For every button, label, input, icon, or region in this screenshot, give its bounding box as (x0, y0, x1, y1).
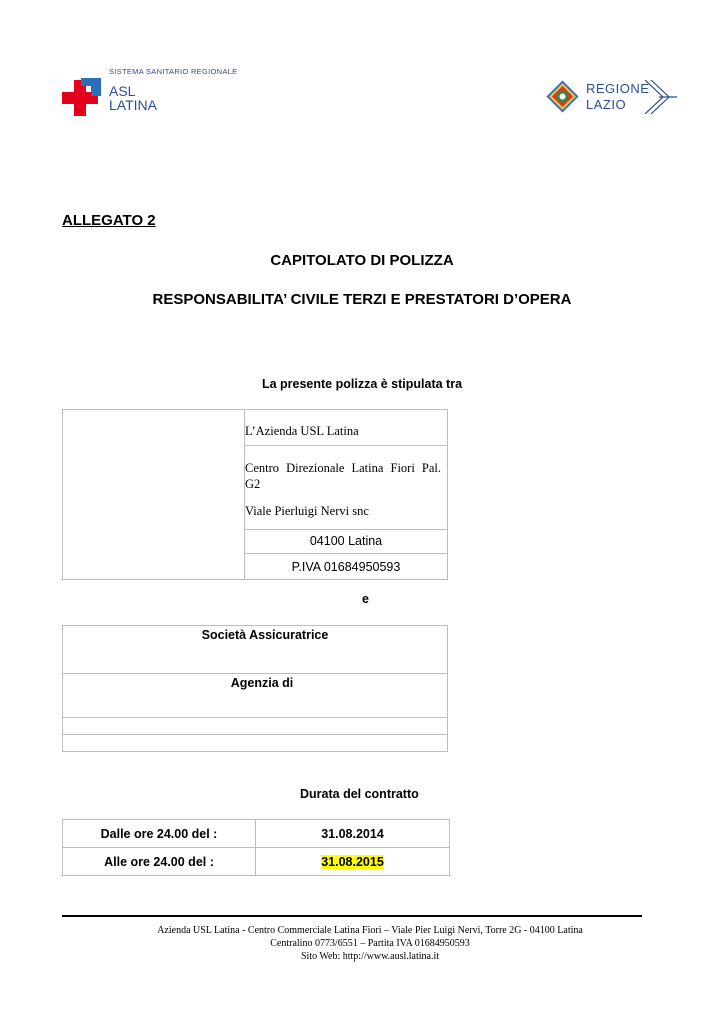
document-title: CAPITOLATO DI POLIZZA (270, 252, 454, 269)
party2-label-agency: Agenzia di (230, 676, 294, 690)
duration-end-value: 31.08.2015 (321, 854, 384, 869)
asl-cross-accent-icon (81, 78, 101, 96)
duration-end-label: Alle ore 24.00 del : (104, 854, 214, 869)
conjunction-text: e (362, 592, 369, 606)
duration-start-value: 31.08.2014 (321, 826, 384, 841)
party1-table (62, 409, 448, 580)
party1-name: L’Azienda USL Latina (245, 424, 359, 438)
party2-label-insurer: Società Assicuratrice (201, 628, 329, 642)
duration-heading: Durata del contratto (300, 787, 419, 801)
party1-piva: P.IVA 01684950593 (291, 560, 401, 574)
footer-line1: Azienda USL Latina - Centro Commerciale Latina Fiori – Viale Pier Luigi Nervi, Torre 2G - 04100 Latina (157, 925, 583, 936)
party1-address-line1: Centro Direzionale Latina Fiori Pal. G2 (245, 461, 441, 491)
asl-logo-line2: LATINA (109, 97, 157, 113)
party1-city: 04100 Latina (309, 534, 383, 548)
regione-lazio-emblem-icon (546, 80, 579, 113)
footer-line2: Centralino 0773/6551 – Partita IVA 01684950593 (270, 938, 470, 949)
allegato-heading: ALLEGATO 2 (62, 212, 156, 229)
party1-address-line2: Viale Pierluigi Nervi snc (245, 504, 369, 518)
duration-start-label: Dalle ore 24.00 del : (100, 826, 218, 841)
footer-divider (62, 915, 642, 917)
stipulata-text: La presente polizza è stipulata tra (261, 377, 463, 391)
party2-empty-row (63, 735, 448, 752)
regione-logo-line2: LAZIO (586, 97, 627, 112)
party2-table (62, 625, 448, 752)
document-subtitle: RESPONSABILITA’ CIVILE TERZI E PRESTATORI D’OPERA (152, 291, 572, 308)
regione-logo-stripes-icon (645, 80, 677, 114)
regione-logo-line1: REGIONE (586, 81, 650, 96)
party2-empty-row (63, 718, 448, 735)
footer-website: Sito Web: http://www.ausl.latina.it (300, 951, 440, 962)
party1-empty-cell (63, 410, 245, 580)
asl-logo-line1: ASL (109, 83, 136, 99)
duration-table (62, 819, 450, 876)
asl-logo-tagline: SISTEMA SANITARIO REGIONALE (109, 67, 238, 76)
